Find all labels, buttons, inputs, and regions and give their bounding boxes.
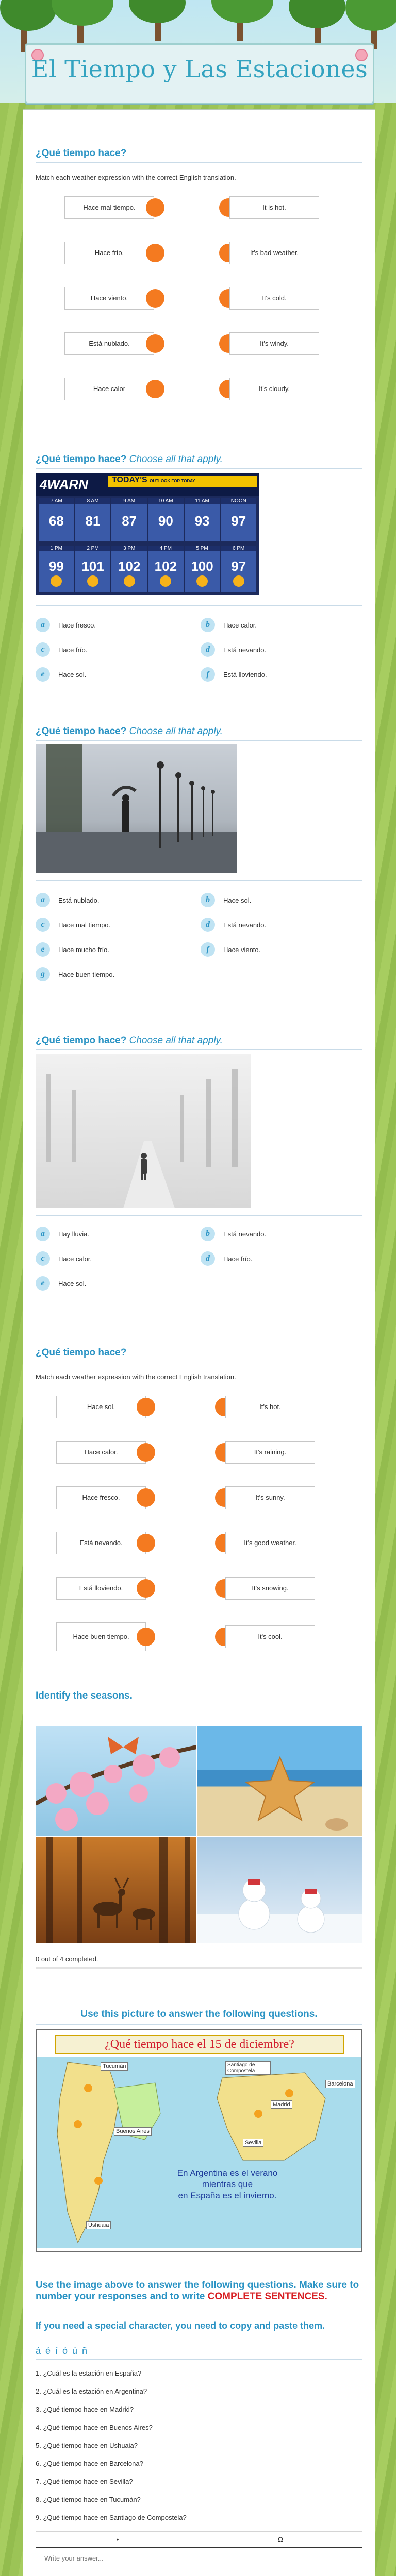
match-right-item[interactable]: It's windy. [229, 332, 319, 355]
choice-label: Hace buen tiempo. [58, 970, 115, 978]
forecast-time: 2 PM [75, 546, 111, 551]
match-left-item[interactable]: Está lloviendo. [56, 1577, 146, 1600]
winter-image[interactable] [197, 1837, 362, 1943]
summer-beach-illustration [197, 1726, 362, 1836]
section-title: ¿Qué tiempo hace? [36, 148, 127, 159]
divider [36, 880, 362, 881]
sun-icon [51, 575, 62, 587]
choice-letter: f [201, 942, 215, 957]
match-connector-dot[interactable] [137, 1398, 155, 1416]
choice-label: Está nevando. [223, 921, 267, 929]
section-title [36, 454, 223, 465]
divider [36, 2359, 362, 2360]
bullet-list-button[interactable]: • [116, 2535, 119, 2544]
section-title [36, 1035, 223, 1046]
sun-icon [87, 575, 98, 587]
forecast-time: 8 AM [75, 498, 111, 504]
map-label: Santiago de Compostela [225, 2061, 271, 2075]
choice-label: Hace mal tiempo. [58, 921, 111, 929]
match-connector-dot[interactable] [137, 1488, 155, 1507]
instruction: Match each weather expression with the correct English translation. [36, 1373, 236, 1381]
choice-option[interactable] [36, 1227, 89, 1241]
section-title [36, 726, 223, 737]
choice-option[interactable] [201, 642, 266, 657]
choice-letter: d [201, 918, 215, 932]
match-connector-dot[interactable] [146, 380, 164, 398]
match-connector-dot[interactable] [137, 1579, 155, 1598]
forecast-time: 3 PM [111, 546, 147, 551]
match-connector-dot[interactable] [137, 1443, 155, 1462]
match-connector-dot[interactable] [146, 244, 164, 262]
choice-letter: b [201, 618, 215, 632]
question-item: 8. ¿Qué tiempo hace en Tucumán? [36, 2496, 141, 2503]
editor-toolbar [36, 2532, 362, 2548]
progress-bar [36, 1967, 362, 1969]
choice-letter: f [201, 667, 215, 682]
forecast-time: 10 AM [148, 498, 184, 504]
question-list [36, 2364, 187, 2527]
snowy-road-image [36, 1054, 251, 1208]
sun-icon [233, 575, 244, 587]
forecast-temp: 99 [48, 558, 64, 574]
match-connector-dot[interactable] [137, 1628, 155, 1646]
choice-letter: a [36, 893, 50, 907]
seasons-progress [36, 1955, 98, 1963]
map-label: Ushuaia [86, 2221, 111, 2229]
choice-label: Hay lluvia. [58, 1230, 89, 1238]
question-item: 9. ¿Qué tiempo hace en Santiago de Compostela? [36, 2514, 187, 2521]
answer-editor [36, 2531, 362, 2576]
choice-label: Hace sol. [58, 670, 87, 679]
answer-textarea[interactable] [36, 2548, 362, 2576]
forecast-temp: 68 [48, 513, 64, 529]
forecast-temp: 102 [154, 558, 177, 574]
title-banner [25, 43, 374, 104]
forecast-time: 7 AM [39, 498, 74, 504]
choice-option[interactable] [36, 1251, 92, 1266]
map-caption-line: mientras que [202, 2179, 253, 2189]
special-characters[interactable]: á é í ó ú ñ [36, 2346, 89, 2356]
choice-letter: e [36, 942, 50, 957]
forecast-time: 6 PM [221, 546, 256, 551]
choice-letter: c [36, 918, 50, 932]
qa-intro-text: Use the image above to answer the following questions. Make sure to number your responses and to write [36, 2280, 359, 2302]
page-title: El Tiempo y Las Estaciones [31, 55, 368, 83]
choice-label: Hace calor. [58, 1255, 92, 1263]
choice-option[interactable] [201, 618, 257, 632]
choice-option[interactable] [201, 893, 251, 907]
spring-blossom-illustration [36, 1726, 196, 1836]
choice-label: Hace frío. [223, 1255, 253, 1263]
match-right-item[interactable]: It's cloudy. [229, 378, 319, 400]
match-connector-dot[interactable] [146, 289, 164, 308]
forecast-temp: 87 [122, 513, 137, 529]
choice-letter: c [36, 642, 50, 657]
forecast-time: 5 PM [185, 546, 220, 551]
map-caption-line: en España es el invierno. [178, 2191, 277, 2200]
choice-option[interactable] [36, 642, 87, 657]
match-right-item[interactable]: It is hot. [229, 196, 319, 219]
question-item: 5. ¿Qué tiempo hace en Ushuaia? [36, 2442, 138, 2449]
question-item: 3. ¿Qué tiempo hace en Madrid? [36, 2405, 134, 2413]
choice-option[interactable] [36, 893, 100, 907]
forecast-temp: 100 [191, 558, 213, 574]
forecast-temp: 102 [118, 558, 141, 574]
match-right-item[interactable]: It's raining. [225, 1441, 315, 1464]
match-connector-dot[interactable] [137, 1534, 155, 1552]
forecast-time: 4 PM [148, 546, 184, 551]
choice-label: Hace fresco. [58, 621, 96, 629]
match-connector-dot[interactable] [146, 334, 164, 353]
section-title: Identify the seasons. [36, 1690, 133, 1701]
question-item: 6. ¿Qué tiempo hace en Barcelona? [36, 2460, 143, 2467]
section-title-text: ¿Qué tiempo hace? [36, 726, 127, 737]
forecast-time: 11 AM [185, 498, 220, 504]
forecast-time: NOON [221, 498, 256, 504]
winter-snowman-illustration [197, 1837, 362, 1943]
map-caption-line: En Argentina es el verano [177, 2168, 278, 2178]
weather-map-image [36, 2029, 362, 2252]
forecast-temp: 97 [231, 558, 246, 574]
section-subtitle: Choose all that apply. [129, 454, 223, 465]
choice-label: Hace frío. [58, 646, 88, 654]
choice-letter: d [201, 1251, 215, 1266]
forecast-time: 9 AM [111, 498, 147, 504]
choice-label: Está lloviendo. [223, 670, 267, 679]
forecast-temp: 101 [81, 558, 104, 574]
rainy-park-image [36, 744, 237, 873]
worksheet-card [23, 109, 375, 2576]
sun-icon [160, 575, 171, 587]
match-left-item[interactable]: Hace viento. [64, 287, 154, 310]
forecast-row-1 [39, 498, 256, 541]
divider [36, 1215, 362, 1216]
qa-intro [36, 2280, 366, 2302]
match-left-item[interactable]: Está nevando. [56, 1532, 146, 1554]
forecast-time: 1 PM [39, 546, 74, 551]
choice-letter: g [36, 967, 50, 981]
section-subtitle: Choose all that apply. [129, 726, 223, 737]
forecast-subheader: OUTLOOK FOR TODAY [150, 479, 195, 483]
question-item: 1. ¿Cuál es la estación en España? [36, 2369, 142, 2377]
map-label: Madrid [271, 2100, 292, 2109]
choice-option[interactable] [201, 918, 266, 932]
choice-label: Hace sol. [58, 1279, 87, 1287]
divider [36, 468, 362, 469]
progress-text: 0 out of 4 completed. [36, 1955, 98, 1963]
choice-option[interactable] [36, 967, 114, 981]
station-logo: 4WARN [40, 477, 88, 492]
match-right-item[interactable]: It's sunny. [225, 1486, 315, 1509]
divider [36, 740, 362, 741]
match-right-item[interactable]: It's hot. [225, 1396, 315, 1418]
choice-letter: a [36, 618, 50, 632]
choice-label: Hace mucho frío. [58, 945, 109, 954]
choice-letter: e [36, 1276, 50, 1291]
choice-letter: b [201, 1227, 215, 1241]
map-question-banner: ¿Qué tiempo hace el 15 de diciembre? [55, 2035, 344, 2054]
choice-letter: d [201, 642, 215, 657]
choice-option[interactable] [36, 667, 86, 682]
section-subtitle: Choose all that apply. [129, 1035, 223, 1046]
qa-intro-emphasis: COMPLETE SENTENCES. [207, 2291, 327, 2302]
map-label: Sevilla [243, 2139, 263, 2147]
choice-option[interactable] [36, 618, 96, 632]
spring-image[interactable] [36, 1726, 196, 1836]
choice-option[interactable] [201, 1227, 266, 1241]
section-title: ¿Qué tiempo hace? [36, 1347, 127, 1358]
choice-label: Hace calor. [223, 621, 257, 629]
map-caption [150, 2167, 305, 2201]
map-label: Tucumán [101, 2062, 128, 2071]
choice-option[interactable] [201, 1251, 252, 1266]
rainy-park-illustration [36, 744, 237, 873]
match-right-item[interactable]: It's bad weather. [229, 242, 319, 264]
choice-letter: e [36, 667, 50, 682]
choice-label: Hace sol. [223, 896, 252, 904]
map-label: Barcelona [325, 2080, 355, 2088]
forecast-temp: 97 [231, 513, 246, 529]
match-left-item[interactable]: Hace calor [64, 378, 154, 400]
forecast-temp: 81 [85, 513, 101, 529]
summer-image[interactable] [197, 1726, 362, 1836]
match-right-item[interactable]: It's good weather. [225, 1532, 315, 1554]
choice-label: Hace viento. [223, 945, 261, 954]
choice-option[interactable] [36, 918, 110, 932]
map-illustration [37, 2057, 361, 2248]
forecast-row-2 [39, 546, 256, 592]
special-character-button[interactable]: Ω [277, 2535, 284, 2544]
section-title: Use this picture to answer the following questions. [80, 2009, 318, 2020]
question-item: 2. ¿Cuál es la estación en Argentina? [36, 2387, 147, 2395]
match-connector-dot[interactable] [146, 198, 164, 217]
choice-label: Está nublado. [58, 896, 100, 904]
divider [36, 2024, 362, 2025]
choice-label: Está nevando. [223, 1230, 267, 1238]
divider [36, 605, 362, 606]
match-right-item[interactable]: It's cool. [225, 1625, 315, 1648]
question-item: 4. ¿Qué tiempo hace en Buenos Aires? [36, 2424, 153, 2431]
match-left-item[interactable]: Está nublado. [64, 332, 154, 355]
match-left-item[interactable]: Hace sol. [56, 1396, 146, 1418]
choice-option[interactable] [36, 1276, 86, 1291]
choice-label: Está nevando. [223, 646, 267, 654]
map-label: Buenos Aires [114, 2127, 152, 2136]
choice-letter: c [36, 1251, 50, 1266]
section-title-text: ¿Qué tiempo hace? [36, 454, 127, 465]
divider [36, 1049, 362, 1050]
choice-letter: b [201, 893, 215, 907]
match-left-item[interactable]: Hace mal tiempo. [64, 196, 154, 219]
autumn-deer-illustration [36, 1837, 196, 1943]
match-left-item[interactable]: Hace buen tiempo. [56, 1622, 146, 1651]
forecast-image [36, 473, 259, 595]
match-left-item[interactable]: Hace calor. [56, 1441, 146, 1464]
section-title-text: ¿Qué tiempo hace? [36, 1035, 127, 1046]
sun-icon [124, 575, 135, 587]
question-item: 7. ¿Qué tiempo hace en Sevilla? [36, 2478, 133, 2485]
sun-icon [196, 575, 208, 587]
snowy-road-illustration [36, 1054, 251, 1208]
choice-option[interactable] [201, 942, 260, 957]
forecast-temp: 93 [194, 513, 210, 529]
forecast-temp: 90 [158, 513, 173, 529]
match-left-item[interactable]: Hace fresco. [56, 1486, 146, 1509]
autumn-image[interactable] [36, 1837, 196, 1943]
forecast-header: TODAY'S [112, 476, 150, 484]
instruction: Match each weather expression with the correct English translation. [36, 174, 236, 181]
match-right-item[interactable]: It's snowing. [225, 1577, 315, 1600]
choice-option[interactable] [36, 942, 109, 957]
divider [36, 162, 362, 163]
match-right-item[interactable]: It's cold. [229, 287, 319, 310]
choice-letter: a [36, 1227, 50, 1241]
match-left-item[interactable]: Hace frío. [64, 242, 154, 264]
choice-option[interactable] [201, 667, 267, 682]
qa-special-char-note: If you need a special character, you need to copy and paste them. [36, 2320, 325, 2331]
